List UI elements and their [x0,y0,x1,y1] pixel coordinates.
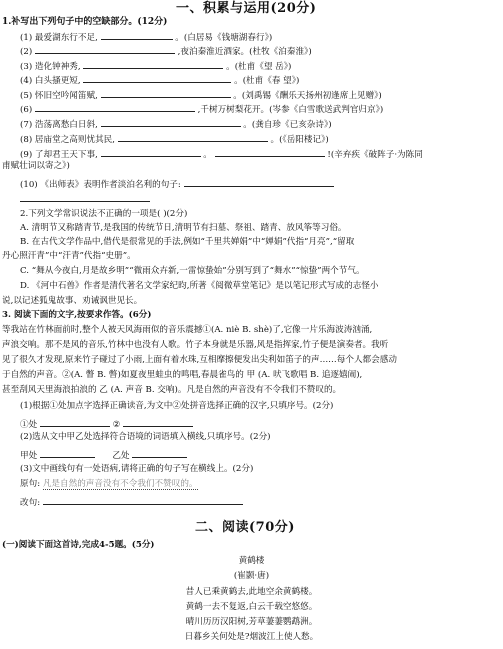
q3-passage-line: 甚至刮风天里海浪拍浪的 乙 (A. 声音 B. 交响)。凡是自然的声音没有不令我们不赞叹的。 [2,385,342,395]
q1-item-3 [20,60,291,73]
answer-label: 甲处 [20,451,38,461]
poem-line: 晴川历历汉阳树,芳草萋萋鹦鹉洲。 [185,617,318,627]
answer-blank[interactable] [101,31,173,40]
poem-line: 昔人已乘黄鹤去,此地空余黄鹤楼。 [185,587,318,597]
answer-label: 原句: [20,479,41,489]
q2-option-a: A. 清明节又称踏青节,是我国的传统节日,清明节有扫墓、祭祖、踏青、放风筝等习俗。 [20,223,347,233]
item-num: (3) [20,62,33,72]
reading-header: (一)阅读下面这首诗,完成4-5题。(5分) [2,540,155,550]
answer-label: ①处 [20,420,38,430]
answer-blank[interactable] [184,178,334,187]
q3-header: 3. 阅读下面的文字,按要求作答。(6分) [2,310,152,320]
item-text: 浩荡离愁白日斜, [34,120,98,130]
answer-blank[interactable] [132,449,187,458]
item-text: 怀旧空吟闻笛赋, [34,91,98,101]
answer-blank[interactable] [20,193,150,202]
q1-item-7 [20,118,332,131]
q3-passage-line: 声浪交响。那不是风的音乐,竹林中也没有人歌。竹子本身就是乐器,风是指挥家,竹子便是演奏者。我听 [2,340,389,350]
q1-item-2 [20,45,312,58]
poem-line: 黄鹤一去不复返,白云千载空悠悠。 [185,602,318,612]
q1-header: 1.补写出下列句子中的空缺部分。(12分) [2,17,168,27]
q1-item-4 [20,74,299,87]
answer-label: 改句: [20,498,41,508]
item-text: 居庙堂之高则忧其民, [34,135,115,145]
item-source: 。(杜甫《望 岳》) [226,62,292,72]
answer-blank[interactable] [83,60,223,69]
item-num: (10) [20,180,38,190]
answer-blank[interactable] [215,148,325,157]
section1-title: 一、积累与运用(20分) [176,1,317,16]
item-mid: 。 [203,150,212,160]
q3-sub2: (2)选从文中甲乙处选择符合语境的词语填入横线,只填序号。(2分) [20,432,271,442]
item-num: (4) [20,76,33,86]
item-text: 最爱湖东行不足, [34,33,98,43]
q3-sub3: (3)文中画线句有一处语病,请将正确的句子写在横线上。(2分) [20,464,254,474]
poem-author: (崔颢·唐) [233,571,270,581]
answer-label: 乙处 [112,451,130,461]
answer-blank[interactable] [83,74,231,83]
answer-blank[interactable] [35,103,195,112]
item-source: 。(刘禹锡《酬乐天扬州初逢席上见赠》) [233,91,382,101]
item-source: 。(《岳阳楼记》) [270,135,329,145]
answer-blank[interactable] [123,418,193,427]
original-sentence: 凡是自然的声音没有不令我们不赞叹的。 [42,479,198,489]
q1-item-6 [20,103,383,116]
q3-revised-sentence [20,496,243,509]
item-num: (1) [20,33,33,43]
answer-blank[interactable] [35,45,175,54]
answer-label: ② [112,420,121,430]
q2-option-b: B. 在古代文学作品中,借代是很常见的手法,例如“千里共婵娟”中“婵娟”代指“月亮”,“留取 [20,237,355,247]
q2-option-d-cont: 说,以记述狐鬼故事、劝诫讽世见长。 [2,296,143,306]
item-num: (2) [20,47,33,57]
item-num: (8) [20,135,33,145]
item-source: 。(白居易《钱塘湖春行》) [175,33,273,43]
q3-sub1: (1)根据①处加点字选择正确读音,为文中②处拼音选择正确的汉字,只填序号。(2分) [20,401,334,411]
q1-item-9-cont: 甫赋壮词以寄之》) [2,161,70,171]
q2-option-c: C. “舞从今夜白,月是故乡明”“微雨众卉新,一雷惊蛰始”分别写到了“舞水”“惊蛰”两个节气。 [20,266,365,276]
q3-passage-line: 等我站在竹林面前时,整个人被天风海雨似的音乐震撼①(A. niè B. shè)了,它像一片乐海波涛汹涌, [2,325,373,335]
poem-line: 日暮乡关何处是?烟波江上使人愁。 [184,632,319,642]
answer-blank[interactable] [40,449,95,458]
q1-item-9 [20,148,423,161]
answer-blank[interactable] [101,148,201,157]
item-text: 造化钟神秀, [34,62,81,72]
item-text: 《出师表》表明作者淡泊名利的句子: [40,180,181,190]
item-num: (9) [20,150,33,160]
item-num: (7) [20,120,33,130]
item-source: 。(杜甫《春 望》) [234,76,300,86]
q1-item-5 [20,89,382,102]
q1-item-1 [20,31,272,44]
q3-passage-line: 于自然的声音。②(A. 瞥 B. 暼)如夏夜里蛙虫的鸣唱,春晨雀鸟的 甲 (A. 吠飞歌唱 B. 追逐嬉闹), [2,370,363,380]
q3-original-sentence [20,480,198,490]
q3-sub2-answers [20,449,187,462]
section2-title: 二、阅读(70分) [195,520,295,535]
item-num: (5) [20,91,33,101]
item-source: ,千树万树梨花开。(岑参《白雪歌送武判官归京》) [197,105,384,115]
q3-sub1-answers [20,418,193,431]
answer-blank[interactable] [118,133,268,142]
item-source: !(辛弃疾《破阵子·为陈同 [327,150,423,160]
q2-option-b-cont: 丹心照汗青”中“汗青”代指“史册”。 [2,251,136,261]
q2-option-d: D. 《河中石兽》作者是清代著名文学家纪昀,所著《阅微草堂笔记》是以笔记形式写成的志怪小 [20,281,379,291]
item-num: (6) [20,105,33,115]
q1-item-8 [20,133,329,146]
q1-item-10 [20,178,334,191]
answer-blank[interactable] [40,418,110,427]
item-text: 白头搔更短, [34,76,81,86]
q2-header: 2.下列文学常识说法不正确的一项是( )(2分) [20,209,188,219]
item-text: 了却君王天下事, [34,150,98,160]
answer-blank[interactable] [43,496,243,505]
answer-blank[interactable] [101,89,231,98]
answer-blank[interactable] [101,118,241,127]
poem-title: 黄鹤楼 [238,556,265,566]
q3-passage-line: 见了很久才发现,原来竹子碰过了小雨,上面有着水珠,互相摩擦便发出尖利如笛子的声……每个人都会感动 [2,355,397,365]
item-source: 。(龚自珍《已亥杂诗》) [243,120,332,130]
item-source: ,夜泊秦淮近酒家。(杜牧《泊秦淮》) [177,47,312,57]
q1-item-10-line2 [20,193,150,206]
